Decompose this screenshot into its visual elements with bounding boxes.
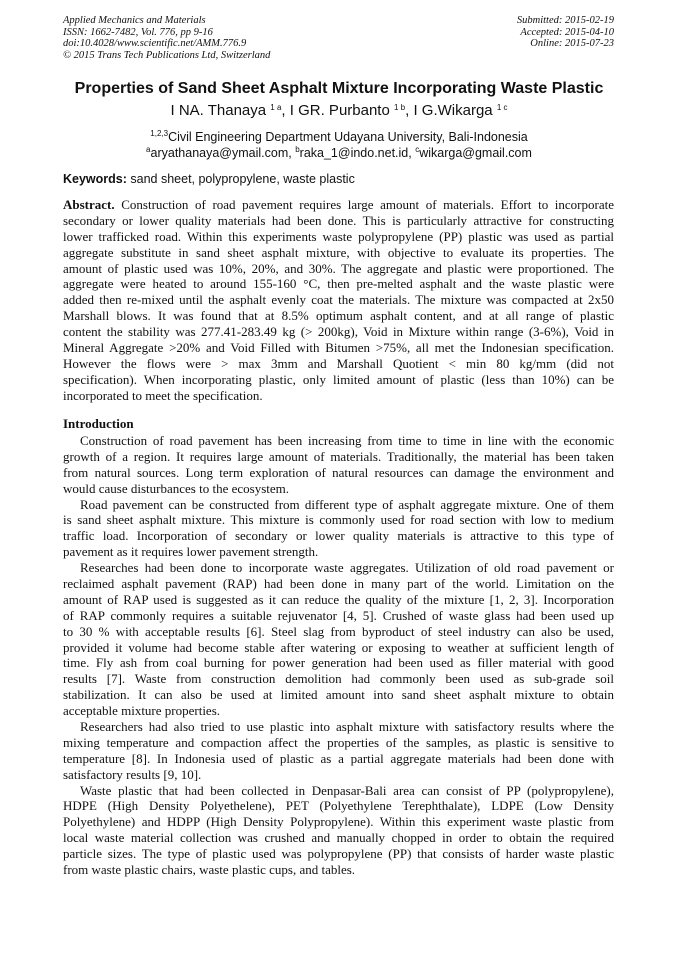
paragraph-line: particle sizes. The type of plastic used was polypropylene (PP) that consists of harder waste plastic xyxy=(63,846,614,862)
keywords xyxy=(63,172,355,186)
abstract-line xyxy=(63,229,614,245)
paragraph-line: to 30 % with acceptable results [6]. Steel slag from byproduct of steel industry can also be used, xyxy=(63,623,614,639)
paragraph-line: results [7]. Waste from construction demolition had commonly been used as sub-grade soil xyxy=(63,671,614,687)
paper-title: Properties of Sand Sheet Asphalt Mixture Incorporating Waste Plastic xyxy=(74,80,604,97)
online-date: Online: 2015-07-23 xyxy=(530,38,614,49)
paragraph-line: Polyethylene) and HDPP (High Density Polypropylene). Within this experiment waste plastic from xyxy=(63,814,614,830)
abstract-line xyxy=(63,324,614,340)
abstract-text: Mineral Aggregate >20% and Void Filled with Bitumen >75%, all met the Indonesian specification. xyxy=(63,340,614,356)
paragraph xyxy=(63,497,614,561)
paragraph-line: mixing temperature and compaction affect the properties of the samples, as plastic is sensitive to xyxy=(63,734,614,750)
paragraph xyxy=(63,560,614,719)
paragraph-line: satisfactory results [9, 10]. xyxy=(63,766,202,782)
email-sup: a xyxy=(146,145,151,154)
abstract-line xyxy=(63,356,614,372)
affil-sup: 1,2,3 xyxy=(150,129,169,138)
keywords-label: Keywords: xyxy=(63,172,127,186)
keywords-text: sand sheet, polypropylene, waste plastic xyxy=(126,172,355,186)
author: I GR. Purbanto xyxy=(289,102,390,119)
abstract-line xyxy=(63,213,614,229)
doi: doi:10.4028/www.scientific.net/AMM.776.9 xyxy=(63,38,247,49)
abstract xyxy=(63,197,614,404)
paragraph-line: Construction of road pavement has been increasing from time to time in line with the economic xyxy=(80,433,614,448)
abstract-text: However the flows were > max 3mm and Marshall Quotient < min 80 kg/mm (did not xyxy=(63,355,614,371)
journal-info xyxy=(63,15,270,61)
paragraph-line: HDPE (High Density Polyethelene), PET (Polyethylene Terephthalate), LDPE (Low Density xyxy=(63,798,614,814)
author-sup: 1 c xyxy=(496,103,508,112)
abstract-line xyxy=(63,276,614,292)
abstract-text: incorporated to meet the specification. xyxy=(63,387,263,403)
paragraph-line: is sand sheet asphalt mixture. This mixture is commonly used for road section with low to medium xyxy=(63,512,614,528)
email: wikarga@gmail.com xyxy=(419,146,532,160)
abstract-text: Construction of road pavement requires large amount of materials. Effort to incorporate xyxy=(114,197,614,212)
abstract-line xyxy=(63,388,614,404)
journal-name: Applied Mechanics and Materials xyxy=(63,15,206,26)
paragraph-line: acceptable mixture properties. xyxy=(63,703,221,719)
paragraph xyxy=(63,433,614,497)
paragraph-line: stabilization. It can also be used at limited amount into sand sheet asphalt mixture to obtain xyxy=(63,687,614,703)
abstract-line xyxy=(63,245,614,261)
paragraph-line: from natural sources. Long term exploration of natural resources can damage the environment and xyxy=(63,464,614,480)
separator: , xyxy=(281,102,290,119)
affiliation: Civil Engineering Department Udayana University, Bali-Indonesia xyxy=(168,130,528,144)
paragraph-line: pavement as it requires lower pavement strength. xyxy=(63,544,319,560)
separator: , xyxy=(405,102,414,119)
abstract-line xyxy=(63,340,614,356)
paragraph-line: traffic load. Incorporation of secondary or lower quality materials is attractive to this type of xyxy=(63,528,614,544)
affiliation-block xyxy=(0,129,678,161)
email: raka_1@indo.net.id, xyxy=(299,146,416,160)
paragraph-line: local waste material collection was crushed and manually chopped in order to obtain the required xyxy=(63,830,614,846)
paragraph-line: from waste plastic chairs, waste plastic cups, and tables. xyxy=(63,862,356,878)
abstract-text: content the stability was 277.41-283.49 kg (> 200kg), Void in Mixture within range (3-6%), Void in xyxy=(63,324,614,340)
paragraph-line: time. Fly ash from coal burning for power generation had been used as filler material with good xyxy=(63,655,614,671)
abstract-text: added then re-mixed until the asphalt evenly coat the materials. The mixture was compacted at 2x50 xyxy=(63,292,614,308)
email-sup: c xyxy=(415,145,420,154)
abstract-line xyxy=(63,292,614,308)
introduction-body xyxy=(63,433,614,878)
abstract-text: secondary or lower quality materials had been done. This is particularly attractive for constructing xyxy=(63,212,614,228)
email: aryathanaya@ymail.com, xyxy=(150,146,296,160)
issn: ISSN: 1662-7482, Vol. 776, pp 9-16 xyxy=(63,26,213,38)
paragraph-line: temperature [8]. In Indonesia used of plastic as a partial aggregate materials had been done with xyxy=(63,750,614,766)
dates-info xyxy=(517,15,614,50)
email-sup: b xyxy=(295,145,300,154)
paragraph-line: Road pavement can be constructed from different type of asphalt aggregate mixture. One of them xyxy=(80,496,614,512)
paragraph-line: would cause disturbances to the ecosystem. xyxy=(63,480,289,496)
abstract-line xyxy=(63,197,614,213)
paragraph xyxy=(63,719,614,783)
paragraph-line: Waste plastic that had been collected in Denpasar-Bali area can consist of PP (polypropylene), xyxy=(80,782,614,798)
abstract-label: Abstract. xyxy=(63,197,115,212)
abstract-text: amount of plastic used was 10%, 20%, and 30%. The aggregate and plastic were proportioned. The xyxy=(63,260,614,276)
author: I G.Wikarga xyxy=(413,102,493,119)
submitted-date: Submitted: 2015-02-19 xyxy=(516,15,614,26)
abstract-text: aggregate were heated to around 155-160 °C, then pre-melted asphalt and the waste plastic were xyxy=(63,276,614,292)
paragraph-line: of RAP commonly requires a suitable rejuvenator [4, 5]. Crushed of waste glass had been used up xyxy=(63,607,614,623)
section-heading-introduction: Introduction xyxy=(63,416,134,431)
paragraph-line: growth of a region. It requires large amount of materials. Traditionally, the material has been taken xyxy=(63,448,614,464)
paragraph xyxy=(63,783,614,878)
paragraph-line: reclaimed asphalt pavement (RAP) had been done in many part of the world. Limitation on the xyxy=(63,576,614,592)
abstract-text: lower trafficked road. Within this experiments waste polypropylene (PP) plastic was used as partial xyxy=(63,228,614,244)
author: I NA. Thanaya xyxy=(170,102,267,119)
paragraph-line: provided it volume had become stable after watering or exposing to weather at sufficient length of xyxy=(63,639,614,655)
author-sup: 1 a xyxy=(270,103,282,112)
abstract-text: specification). When incorporating plastic, only limited amount of plastic (less than 10%) can be xyxy=(63,371,614,387)
emails xyxy=(0,145,678,161)
paragraph-line: Researchers had also tried to use plastic into asphalt mixture with satisfactory results where the xyxy=(80,719,614,735)
abstract-line xyxy=(63,261,614,277)
abstract-line xyxy=(63,308,614,324)
paragraph-line: amount of RAP used is suggested as it can reduce the quality of the mixture [1, 2, 3]. Incorporation xyxy=(63,591,614,607)
abstract-text: Marshall blows. It was found that at 8.5% optimum asphalt content, and at all range of plastic xyxy=(63,308,614,324)
author-sup: 1 b xyxy=(394,103,406,112)
abstract-text: aggregate substitute in sand sheet asphalt mixture, with objective to evaluate its properties. The xyxy=(63,244,614,260)
authors xyxy=(0,102,678,119)
paragraph-line: Researches had been done to incorporate waste aggregates. Utilization of old road pavement or xyxy=(80,560,614,576)
accepted-date: Accepted: 2015-04-10 xyxy=(520,26,614,38)
abstract-line xyxy=(63,372,614,388)
copyright: © 2015 Trans Tech Publications Ltd, Switzerland xyxy=(63,49,271,61)
